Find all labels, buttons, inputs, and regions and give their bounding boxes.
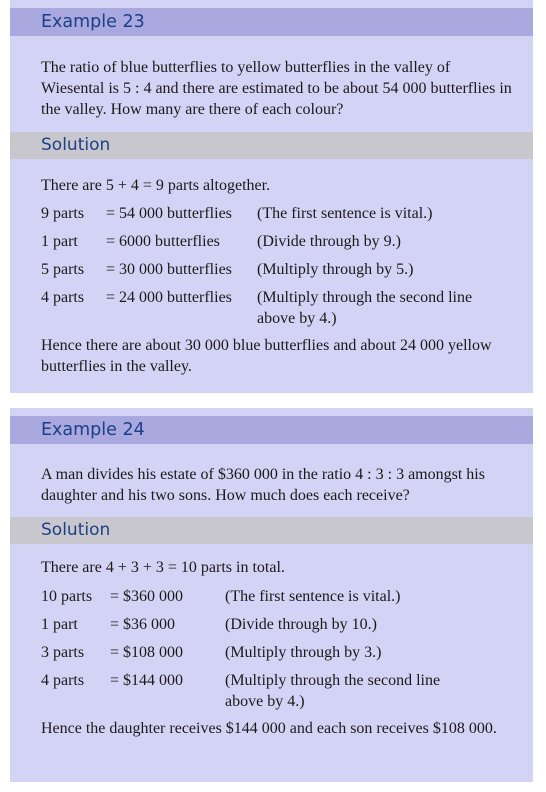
step-rhs: = 24 000 butterflies xyxy=(106,289,232,306)
step-row xyxy=(10,614,533,642)
problem-text: A man divides his estate of $360 000 in the ratio 4 : 3 : 3 amongst his daughter and his two sons. How much does each receive? xyxy=(41,466,485,504)
example-title: Example 23 xyxy=(10,8,533,36)
step-note: (The first sentence is vital.) xyxy=(257,205,433,222)
problem-text: The ratio of blue butterflies to yellow butterflies in the valley of Wiesental is 5 : 4 and there are estimated to be about 54 000 butterflies in the valley. How many are there of each colour? xyxy=(41,59,512,118)
step-rhs: = 30 000 butterflies xyxy=(106,261,232,278)
step-row xyxy=(10,586,533,614)
step-lhs: 4 parts xyxy=(41,672,85,689)
step-row xyxy=(10,231,533,259)
step-row xyxy=(10,670,533,718)
step-note: (Divide through by 9.) xyxy=(257,233,401,250)
solution-intro: There are 5 + 4 = 9 parts altogether. xyxy=(41,177,271,194)
step-note: (Divide through by 10.) xyxy=(225,616,377,633)
step-rhs: = 54 000 butterflies xyxy=(106,205,232,222)
step-rhs: = $36 000 xyxy=(110,616,176,633)
step-note: (Multiply through the second line above by 4.) xyxy=(225,672,441,710)
example-title: Example 24 xyxy=(10,416,533,444)
step-row xyxy=(10,287,533,335)
solution-heading: Solution xyxy=(10,132,533,159)
step-lhs: 3 parts xyxy=(41,644,85,661)
step-rhs: = $360 000 xyxy=(110,588,184,605)
example-panel xyxy=(10,0,533,393)
step-rhs: = $108 000 xyxy=(110,644,184,661)
solution-steps xyxy=(10,203,533,335)
step-lhs: 1 part xyxy=(41,616,78,633)
step-lhs: 1 part xyxy=(41,233,78,250)
solution-heading: Solution xyxy=(10,517,533,544)
example-panel xyxy=(10,408,533,782)
conclusion-text: Hence there are about 30 000 blue butterflies and about 24 000 yellow butterflies in the valley. xyxy=(41,337,492,375)
step-lhs: 9 parts xyxy=(41,205,85,222)
solution-steps xyxy=(10,586,533,718)
step-lhs: 5 parts xyxy=(41,261,85,278)
conclusion-text: Hence the daughter receives $144 000 and each son receives $108 000. xyxy=(41,720,497,737)
solution-intro: There are 4 + 3 + 3 = 10 parts in total. xyxy=(41,559,285,576)
step-lhs: 10 parts xyxy=(41,588,93,605)
step-lhs: 4 parts xyxy=(41,289,85,306)
step-rhs: = 6000 butterflies xyxy=(106,233,220,250)
step-row xyxy=(10,203,533,231)
step-row xyxy=(10,259,533,287)
step-row xyxy=(10,642,533,670)
step-note: (Multiply through by 3.) xyxy=(225,644,382,661)
step-note: (Multiply through the second line above by 4.) xyxy=(257,289,473,327)
step-note: (Multiply through by 5.) xyxy=(257,261,414,278)
step-rhs: = $144 000 xyxy=(110,672,184,689)
step-note: (The first sentence is vital.) xyxy=(225,588,401,605)
